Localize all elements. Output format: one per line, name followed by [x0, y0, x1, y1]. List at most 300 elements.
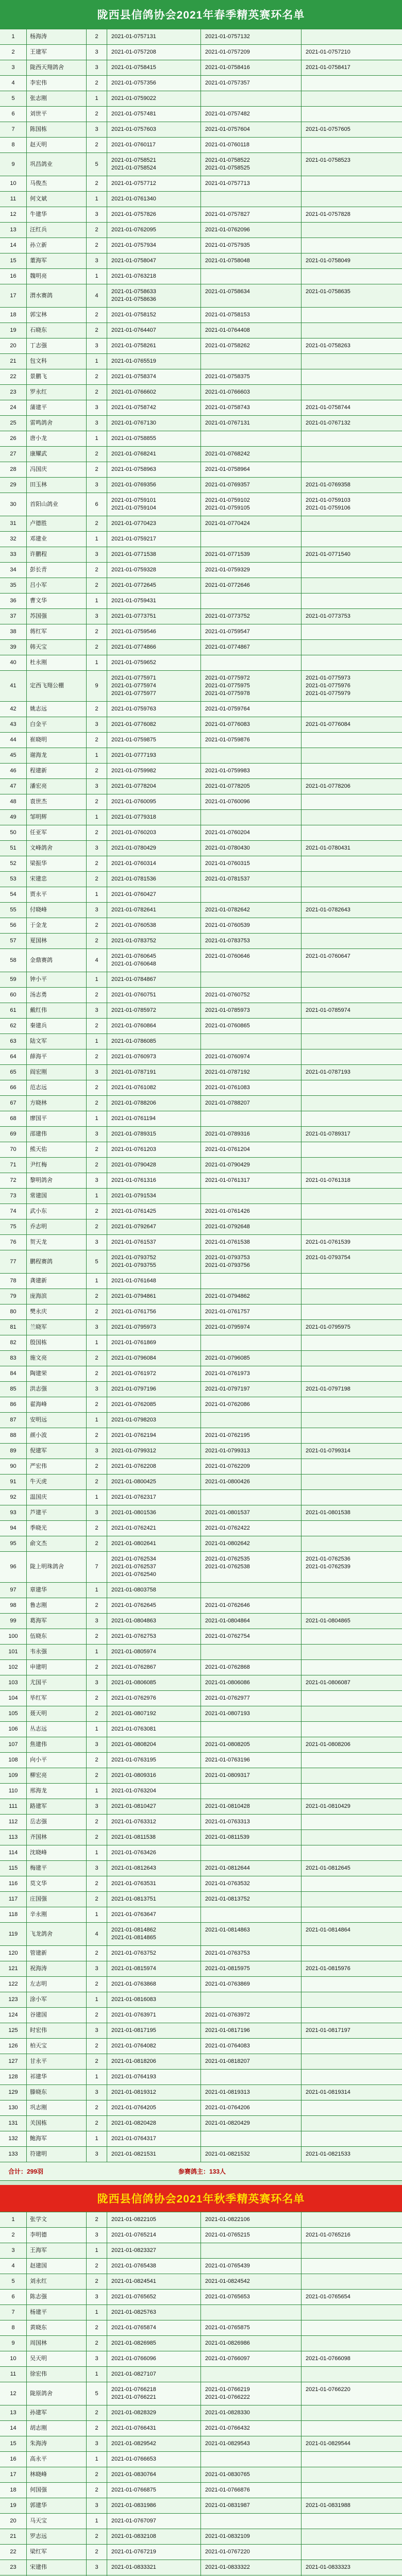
cell-rings	[301, 578, 402, 593]
table-row	[0, 1629, 402, 1645]
ring-number: 2021-01-0760203	[111, 829, 156, 836]
ring-number: 2021-01-0775976	[306, 683, 350, 689]
cell-rings	[107, 1799, 201, 1814]
cell-index: 129	[0, 2085, 27, 2100]
cell-rings	[301, 1815, 402, 1829]
ring-number: 2021-01-0757208	[111, 49, 156, 55]
cell-rings	[107, 1961, 201, 1976]
cell-index: 29	[0, 478, 27, 493]
cell-count: 2	[87, 1629, 107, 1644]
cell-owner: 王建军	[27, 45, 87, 60]
cell-count: 2	[87, 1019, 107, 1033]
cell-rings	[107, 1304, 201, 1319]
ring-number: 2021-01-0762317	[111, 1494, 156, 1500]
cell-rings	[201, 1645, 301, 1659]
cell-rings	[201, 2212, 301, 2227]
cell-owner: 林晓峰	[27, 2467, 87, 2482]
cell-rings	[301, 733, 402, 748]
cell-rings	[107, 578, 201, 593]
cell-index: 35	[0, 578, 27, 593]
cell-rings	[201, 60, 301, 75]
cell-count: 3	[87, 903, 107, 918]
cell-rings	[107, 2560, 201, 2575]
ring-number: 2021-01-0761539	[306, 1239, 350, 1245]
ring-number: 2021-01-0761869	[111, 1340, 156, 1346]
cell-rings	[107, 1830, 201, 1845]
cell-count: 2	[87, 369, 107, 384]
table-row	[0, 717, 402, 733]
cell-count: 1	[87, 2452, 107, 2467]
ring-number: 2021-01-0758742	[111, 404, 156, 411]
cell-index: 2	[0, 2228, 27, 2243]
table-row	[0, 733, 402, 748]
cell-count: 3	[87, 122, 107, 137]
ring-number: 2021-01-0822106	[205, 2216, 250, 2223]
cell-rings	[301, 1830, 402, 1845]
cell-rings	[201, 2131, 301, 2146]
cell-index: 109	[0, 1768, 27, 1783]
cell-owner: 牛天虎	[27, 1475, 87, 1489]
cell-rings	[301, 1158, 402, 1173]
table-row	[0, 478, 402, 493]
cell-rings	[201, 972, 301, 987]
cell-count: 5	[87, 153, 107, 176]
table-row	[0, 972, 402, 988]
cell-rings	[301, 385, 402, 400]
ring-number: 2021-01-0757713	[205, 180, 250, 187]
cell-index: 13	[0, 223, 27, 238]
cell-rings	[201, 1444, 301, 1459]
ring-number: 2021-01-0767219	[111, 2549, 156, 2555]
cell-rings	[107, 1753, 201, 1768]
cell-owner: 庞海滨	[27, 1289, 87, 1304]
cell-rings	[201, 1475, 301, 1489]
table-row	[0, 1977, 402, 1992]
cell-rings	[107, 2405, 201, 2420]
cell-rings	[107, 2070, 201, 2084]
table-row	[0, 918, 402, 934]
table-row	[0, 2085, 402, 2100]
cell-rings	[301, 1753, 402, 1768]
cell-rings	[107, 2290, 201, 2304]
cell-index: 94	[0, 1521, 27, 1536]
cell-rings	[301, 1977, 402, 1992]
cell-rings	[107, 447, 201, 462]
ring-number: 2021-01-0763081	[111, 1726, 156, 1732]
cell-count: 2	[87, 2039, 107, 2054]
cell-rings	[201, 1521, 301, 1536]
table-row	[0, 1691, 402, 1706]
cell-rings	[201, 2436, 301, 2451]
table-row	[0, 1142, 402, 1158]
cell-rings	[201, 1204, 301, 1219]
cell-rings	[301, 1034, 402, 1049]
cell-rings	[201, 269, 301, 284]
cell-rings	[301, 1413, 402, 1428]
cell-count: 1	[87, 1490, 107, 1505]
cell-owner: 丁志强	[27, 338, 87, 353]
cell-index: 61	[0, 1003, 27, 1018]
cell-rings	[107, 918, 201, 933]
cell-rings	[107, 532, 201, 547]
cell-index: 8	[0, 2320, 27, 2335]
cell-owner: 柏天宝	[27, 2039, 87, 2054]
cell-rings	[301, 532, 402, 547]
cell-count: 5	[87, 1250, 107, 1273]
cell-rings	[301, 1173, 402, 1188]
cell-index: 97	[0, 1583, 27, 1598]
cell-owner: 胡志刚	[27, 2421, 87, 2436]
cell-rings	[201, 1335, 301, 1350]
cell-count: 3	[87, 2290, 107, 2304]
ring-number: 2021-01-0758261	[111, 343, 156, 349]
cell-count: 1	[87, 1034, 107, 1049]
table-row	[0, 253, 402, 269]
cell-rings	[107, 1629, 201, 1644]
cell-owner: 崔晓明	[27, 733, 87, 748]
table-row	[0, 29, 402, 45]
cell-rings	[107, 2336, 201, 2351]
cell-rings	[201, 478, 301, 493]
cell-index: 107	[0, 1737, 27, 1752]
cell-index: 90	[0, 1459, 27, 1474]
cell-count: 3	[87, 1799, 107, 1814]
table-row	[0, 2560, 402, 2575]
ring-number: 2021-01-0759328	[111, 567, 156, 573]
cell-count: 3	[87, 2436, 107, 2451]
cell-rings	[201, 887, 301, 902]
cell-owner: 郭宝林	[27, 308, 87, 323]
cell-owner: 岳志强	[27, 1815, 87, 1829]
ring-number: 2021-01-0761757	[205, 1309, 250, 1315]
cell-count: 2	[87, 1219, 107, 1234]
cell-rings	[301, 717, 402, 732]
table-row	[0, 2351, 402, 2367]
table-row	[0, 949, 402, 972]
cell-index: 66	[0, 1080, 27, 1095]
cell-rings	[107, 1444, 201, 1459]
table-row	[0, 1049, 402, 1065]
table-row	[0, 1413, 402, 1428]
cell-owner: 蒲建平	[27, 400, 87, 415]
ring-number: 2021-01-0782643	[306, 907, 350, 913]
ring-number: 2021-01-0757357	[205, 80, 250, 86]
cell-rings	[107, 1382, 201, 1397]
ring-number: 2021-01-0761425	[111, 1208, 156, 1214]
cell-rings	[301, 2560, 402, 2575]
cell-rings	[201, 2116, 301, 2131]
cell-rings	[107, 1274, 201, 1289]
cell-rings	[107, 284, 201, 307]
cell-rings	[201, 717, 301, 732]
cell-count: 1	[87, 269, 107, 284]
cell-rings	[301, 1876, 402, 1891]
cell-rings	[201, 385, 301, 400]
cell-rings	[301, 1428, 402, 1443]
cell-rings	[201, 1706, 301, 1721]
cell-rings	[107, 1583, 201, 1598]
ring-number: 2021-01-0764083	[205, 2043, 250, 2049]
ring-number: 2021-01-0757482	[205, 111, 250, 117]
cell-index: 111	[0, 1799, 27, 1814]
table-row	[0, 640, 402, 655]
cell-rings	[107, 176, 201, 191]
cell-rings	[301, 1142, 402, 1157]
cell-rings	[107, 825, 201, 840]
cell-rings	[107, 354, 201, 369]
cell-count: 3	[87, 338, 107, 353]
cell-index: 96	[0, 1552, 27, 1582]
cell-owner: 陇西天翔鸽舍	[27, 60, 87, 75]
cell-count: 3	[87, 1235, 107, 1250]
ring-number: 2021-01-0762535	[205, 1556, 250, 1562]
cell-index: 70	[0, 1142, 27, 1157]
ring-number: 2021-01-0764193	[111, 2074, 156, 2080]
ring-number: 2021-01-0760538	[111, 922, 156, 928]
cell-index: 15	[0, 2436, 27, 2451]
cell-rings	[301, 2116, 402, 2131]
cell-rings	[107, 493, 201, 516]
cell-owner: 巩志刚	[27, 2100, 87, 2115]
cell-rings	[201, 794, 301, 809]
ring-number: 2021-01-0760204	[205, 829, 250, 836]
ring-number: 2021-01-0797196	[111, 1386, 156, 1392]
ring-number: 2021-01-0762208	[111, 1463, 156, 1469]
cell-rings	[201, 2560, 301, 2575]
cell-count: 2	[87, 516, 107, 531]
cell-rings	[201, 138, 301, 152]
cell-owner: 尹红梅	[27, 1158, 87, 1173]
cell-index: 11	[0, 2367, 27, 2382]
cell-rings	[107, 45, 201, 60]
ring-number: 2021-01-0759217	[111, 536, 156, 542]
cell-index: 5	[0, 2274, 27, 2289]
cell-index: 25	[0, 416, 27, 431]
cell-rings	[301, 308, 402, 323]
cell-rings	[107, 2243, 201, 2258]
cell-rings	[301, 2228, 402, 2243]
cell-index: 51	[0, 841, 27, 856]
cell-count: 2	[87, 308, 107, 323]
cell-rings	[201, 76, 301, 91]
cell-rings	[107, 2514, 201, 2529]
ring-number: 2021-01-0760974	[205, 1054, 250, 1060]
ring-number: 2021-01-0760647	[306, 953, 350, 959]
cell-rings	[201, 2382, 301, 2405]
cell-count: 3	[87, 416, 107, 431]
cell-rings	[201, 1923, 301, 1945]
table-row	[0, 1861, 402, 1876]
cell-owner: 梅建平	[27, 1861, 87, 1876]
cell-owner: 齐国林	[27, 1830, 87, 1845]
cell-rings	[201, 416, 301, 431]
cell-rings	[107, 1034, 201, 1049]
cell-count: 2	[87, 856, 107, 871]
ring-number: 2021-01-0763218	[111, 273, 156, 279]
cell-index: 36	[0, 594, 27, 608]
ring-number: 2021-01-0762540	[111, 1571, 156, 1578]
cell-count: 2	[87, 733, 107, 748]
ring-number: 2021-01-0763426	[111, 1850, 156, 1856]
table-row	[0, 1598, 402, 1614]
cell-rings	[107, 1413, 201, 1428]
cell-count: 1	[87, 2131, 107, 2146]
ring-number: 2021-01-0795974	[205, 1324, 250, 1330]
cell-rings	[201, 2290, 301, 2304]
ring-number: 2021-01-0776083	[205, 721, 250, 727]
ring-number: 2021-01-0766096	[111, 2355, 156, 2362]
cell-rings	[107, 308, 201, 323]
cell-rings	[301, 1219, 402, 1234]
ring-number: 2021-01-0759982	[111, 768, 156, 774]
cell-rings	[201, 1614, 301, 1629]
cell-rings	[107, 2452, 201, 2467]
ring-number: 2021-01-0789316	[205, 1131, 250, 1137]
table-row	[0, 223, 402, 238]
cell-owner: 韩天宝	[27, 640, 87, 655]
cell-rings	[107, 76, 201, 91]
ring-number: 2021-01-0759983	[205, 768, 250, 774]
ring-number: 2021-01-0767220	[205, 2549, 250, 2555]
cell-rings	[107, 717, 201, 732]
cell-rings	[201, 45, 301, 60]
cell-rings	[301, 1019, 402, 1033]
ring-number: 2021-01-0783752	[111, 938, 156, 944]
cell-count: 1	[87, 2514, 107, 2529]
cell-rings	[107, 972, 201, 987]
ring-number: 2021-01-0816083	[111, 1996, 156, 2003]
ring-number: 2021-01-0762645	[111, 1602, 156, 1608]
cell-rings	[301, 2405, 402, 2420]
ring-number: 2021-01-0795973	[111, 1324, 156, 1330]
ring-number: 2021-01-0762536	[306, 1556, 350, 1562]
cell-index: 2	[0, 45, 27, 60]
ring-number: 2021-01-0763531	[111, 1880, 156, 1887]
ring-number: 2021-01-0785972	[111, 1007, 156, 1013]
ring-number: 2021-01-0770424	[205, 520, 250, 527]
ring-number: 2021-01-0763196	[205, 1757, 250, 1763]
cell-rings	[107, 1158, 201, 1173]
cell-rings	[201, 207, 301, 222]
cell-rings	[301, 2514, 402, 2529]
ring-number: 2021-01-0799314	[306, 1448, 350, 1454]
cell-rings	[301, 369, 402, 384]
cell-index: 28	[0, 462, 27, 477]
table-row	[0, 655, 402, 671]
cell-index: 57	[0, 934, 27, 948]
cell-count: 3	[87, 609, 107, 624]
cell-index: 33	[0, 547, 27, 562]
table-row	[0, 825, 402, 841]
cell-rings	[301, 1799, 402, 1814]
cell-owner: 苏国强	[27, 609, 87, 624]
cell-owner: 沈晓峰	[27, 1845, 87, 1860]
cell-count: 2	[87, 764, 107, 778]
cell-index: 21	[0, 2529, 27, 2544]
cell-count: 3	[87, 2147, 107, 2162]
cell-index: 41	[0, 671, 27, 701]
cell-rings	[301, 1366, 402, 1381]
table-row	[0, 238, 402, 253]
cell-rings	[301, 655, 402, 670]
cell-count: 2	[87, 2467, 107, 2482]
cell-owner: 汪红兵	[27, 223, 87, 238]
cell-rings	[301, 122, 402, 137]
cell-rings	[301, 1536, 402, 1551]
ring-number: 2021-01-0787192	[205, 1069, 250, 1075]
ring-number: 2021-01-0782641	[111, 907, 156, 913]
ring-number: 2021-01-0819313	[205, 2089, 250, 2095]
cell-rings	[201, 431, 301, 446]
ring-number: 2021-01-0761426	[205, 1208, 250, 1214]
table-row	[0, 532, 402, 547]
ring-number: 2021-01-0775977	[111, 690, 156, 697]
cell-count: 2	[87, 107, 107, 122]
cell-rings	[301, 810, 402, 825]
table-row	[0, 447, 402, 462]
cell-rings	[301, 2320, 402, 2335]
cell-owner: 左志明	[27, 1977, 87, 1992]
cell-rings	[301, 1289, 402, 1304]
cell-index: 60	[0, 988, 27, 1003]
cell-rings	[201, 988, 301, 1003]
cell-count: 2	[87, 2529, 107, 2544]
cell-count: 2	[87, 563, 107, 578]
ring-number: 2021-01-0758415	[111, 64, 156, 71]
table-row	[0, 1444, 402, 1459]
ring-number: 2021-01-0817196	[205, 2027, 250, 2033]
ring-number: 2021-01-0762754	[205, 1633, 250, 1639]
ring-number: 2021-01-0807193	[205, 1710, 250, 1717]
ring-number: 2021-01-0793753	[205, 1255, 250, 1261]
table-row	[0, 60, 402, 76]
cell-count: 1	[87, 1189, 107, 1204]
cell-index: 77	[0, 1250, 27, 1273]
cell-count: 1	[87, 1907, 107, 1922]
ring-number: 2021-01-0758262	[205, 343, 250, 349]
cell-owner: 李明德	[27, 2228, 87, 2243]
cell-rings	[107, 1691, 201, 1706]
cell-rings	[301, 1614, 402, 1629]
table-row	[0, 269, 402, 284]
cell-rings	[201, 354, 301, 369]
cell-rings	[301, 2498, 402, 2513]
cell-rings	[201, 1598, 301, 1613]
cell-rings	[301, 1845, 402, 1860]
cell-index: 7	[0, 122, 27, 137]
cell-owner: 丛志远	[27, 1722, 87, 1737]
cell-owner: 魏明亮	[27, 269, 87, 284]
cell-index: 72	[0, 1173, 27, 1188]
cell-rings	[107, 1019, 201, 1033]
cell-owner: 高永平	[27, 2452, 87, 2467]
table-row	[0, 1768, 402, 1784]
ring-number: 2021-01-0757132	[205, 33, 250, 40]
cell-rings	[301, 794, 402, 809]
cell-rings	[107, 2467, 201, 2482]
cell-owner: 吕小军	[27, 578, 87, 593]
cell-index: 84	[0, 1366, 27, 1381]
cell-rings	[107, 431, 201, 446]
table-row	[0, 192, 402, 207]
ring-number: 2021-01-0815976	[306, 1965, 350, 1972]
cell-rings	[107, 1845, 201, 1860]
ring-number: 2021-01-0777193	[111, 752, 156, 758]
table-row	[0, 1845, 402, 1861]
cell-rings	[107, 1861, 201, 1876]
cell-index: 42	[0, 702, 27, 717]
ring-number: 2021-01-0762421	[111, 1525, 156, 1531]
